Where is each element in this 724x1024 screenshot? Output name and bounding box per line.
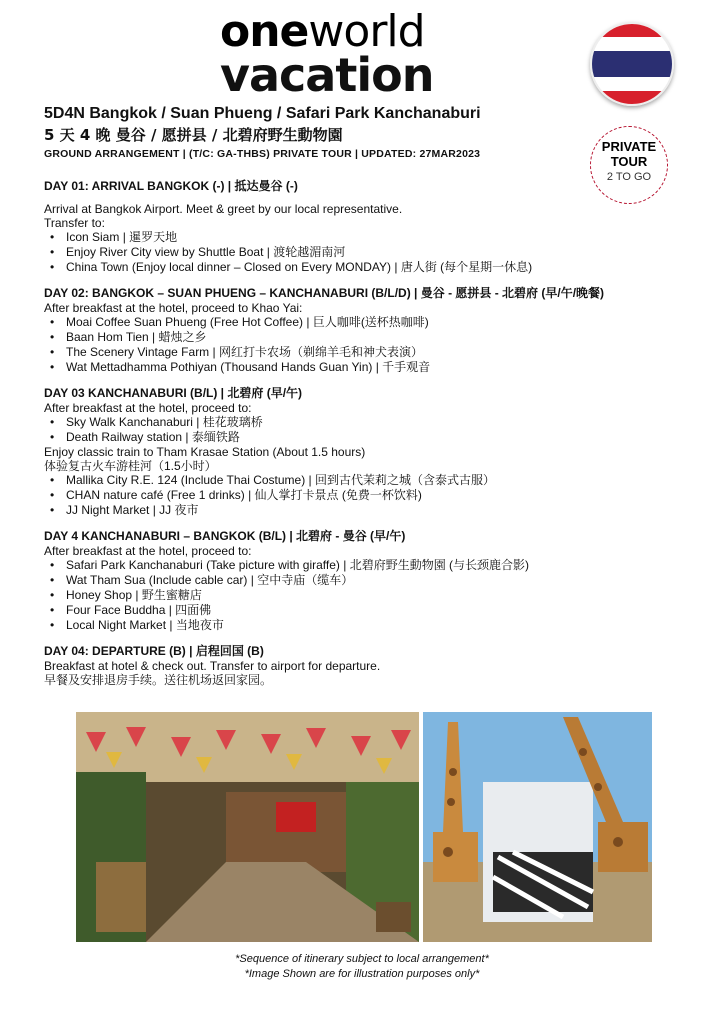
- disclaimer-sequence: *Sequence of itinerary subject to local arrangement*: [235, 953, 489, 965]
- day-3: [44, 385, 684, 518]
- day-1-heading: DAY 01: ARRIVAL BANGKOK (-) | 抵达曼谷 (-): [44, 179, 298, 193]
- day-4-intro: After breakfast at the hotel, proceed to:: [44, 544, 252, 558]
- title-chinese: 5 天 4 晚 曼谷 / 愿拼县 / 北碧府野生動物園: [44, 126, 343, 144]
- list-item: • Four Face Buddha | 四面佛: [66, 603, 684, 618]
- badge-private: PRIVATE: [601, 139, 657, 154]
- itinerary-content: [44, 104, 684, 687]
- arrangement-meta: GROUND ARRANGEMENT | (T/C: GA-THBS) PRIVATE TOUR | UPDATED: 27MAR2023: [44, 148, 481, 160]
- day-1: [44, 178, 684, 275]
- badge-tour: TOUR: [610, 154, 648, 169]
- day-5-intro-cn: 早餐及安排退房手续。送往机场返回家园。: [44, 673, 273, 687]
- day-3-intro: After breakfast at the hotel, proceed to:: [44, 401, 252, 415]
- thailand-flag-icon: [590, 22, 674, 106]
- day-5-heading: DAY 04: DEPARTURE (B) | 启程回国 (B): [44, 644, 264, 658]
- list-item: • Death Railway station | 泰缅铁路: [66, 430, 684, 445]
- footer-disclaimer: [0, 952, 724, 982]
- day-2: [44, 285, 684, 375]
- day-3-train: Enjoy classic train to Tham Krasae Station (About 1.5 hours): [44, 445, 366, 459]
- day-5-intro: Breakfast at hotel & check out. Transfer to airport for departure.: [44, 659, 381, 673]
- day-2-intro: After breakfast at the hotel, proceed to Khao Yai:: [44, 301, 303, 315]
- brand-one: one: [220, 6, 309, 57]
- title-english: 5D4N Bangkok / Suan Phueng / Safari Park Kanchanaburi: [44, 105, 481, 122]
- day-2-heading: DAY 02: BANGKOK – SUAN PHUENG – KANCHANABURI (B/L/D) | 曼谷 - 愿拼县 - 北碧府 (早/午/晚餐): [44, 286, 605, 300]
- day-1-intro: Arrival at Bangkok Airport. Meet & greet by our local representative.: [44, 202, 403, 216]
- list-item: • Local Night Market | 当地夜市: [66, 618, 684, 633]
- list-item: • China Town (Enjoy local dinner – Closed on Every MONDAY) | 唐人街 (每个星期一休息): [66, 260, 684, 275]
- list-item: • Mallika City R.E. 124 (Include Thai Costume) | 回到古代茉莉之城（含泰式古服）: [66, 473, 684, 488]
- list-item: • Wat Tham Sua (Include cable car) | 空中寺庙（缆车）: [66, 573, 684, 588]
- list-item: • Moai Coffee Suan Phueng (Free Hot Coffee) | 巨人咖啡(送杯热咖啡): [66, 315, 684, 330]
- day-1-intro: Transfer to:: [44, 216, 105, 230]
- brand-vacation: vacation: [220, 48, 434, 102]
- day-3-heading: DAY 03 KANCHANABURI (B/L) | 北碧府 (早/午): [44, 386, 303, 400]
- list-item: • The Scenery Vintage Farm | 网红打卡农场（剃绵羊毛和神犬表演）: [66, 345, 684, 360]
- disclaimer-images: *Image Shown are for illustration purposes only*: [244, 968, 480, 980]
- list-item: • Honey Shop | 野生蜜糖店: [66, 588, 684, 603]
- giraffe-safari-photo: [423, 712, 652, 942]
- list-item: • Baan Hom Tien | 蜡烛之乡: [66, 330, 684, 345]
- list-item: • Wat Mettadhamma Pothiyan (Thousand Hands Guan Yin) | 千手观音: [66, 360, 684, 375]
- list-item: • Enjoy River City view by Shuttle Boat | 渡轮越湄南河: [66, 245, 684, 260]
- photo-strip: [76, 712, 652, 942]
- list-item: • JJ Night Market | JJ 夜市: [66, 503, 684, 518]
- list-item: • Icon Siam | 暹罗天地: [66, 230, 684, 245]
- brand-world: world: [308, 6, 425, 57]
- badge-2-to-go: 2 TO GO: [606, 171, 652, 183]
- day-4: [44, 528, 684, 633]
- market-street-photo: [76, 712, 419, 942]
- brand-logo: [220, 6, 510, 102]
- day-5: [44, 643, 684, 687]
- list-item: • Sky Walk Kanchanaburi | 桂花玻璃桥: [66, 415, 684, 430]
- list-item: • Safari Park Kanchanaburi (Take picture with giraffe) | 北碧府野生動物園 (与长颈鹿合影): [66, 558, 684, 573]
- list-item: • CHAN nature café (Free 1 drinks) | 仙人掌打卡景点 (免费一杯饮料): [66, 488, 684, 503]
- day-3-train-cn: 体验复古火车游桂河（1.5小时）: [44, 459, 217, 473]
- day-4-heading: DAY 4 KANCHANABURI – BANGKOK (B/L) | 北碧府 - 曼谷 (早/午): [44, 529, 406, 543]
